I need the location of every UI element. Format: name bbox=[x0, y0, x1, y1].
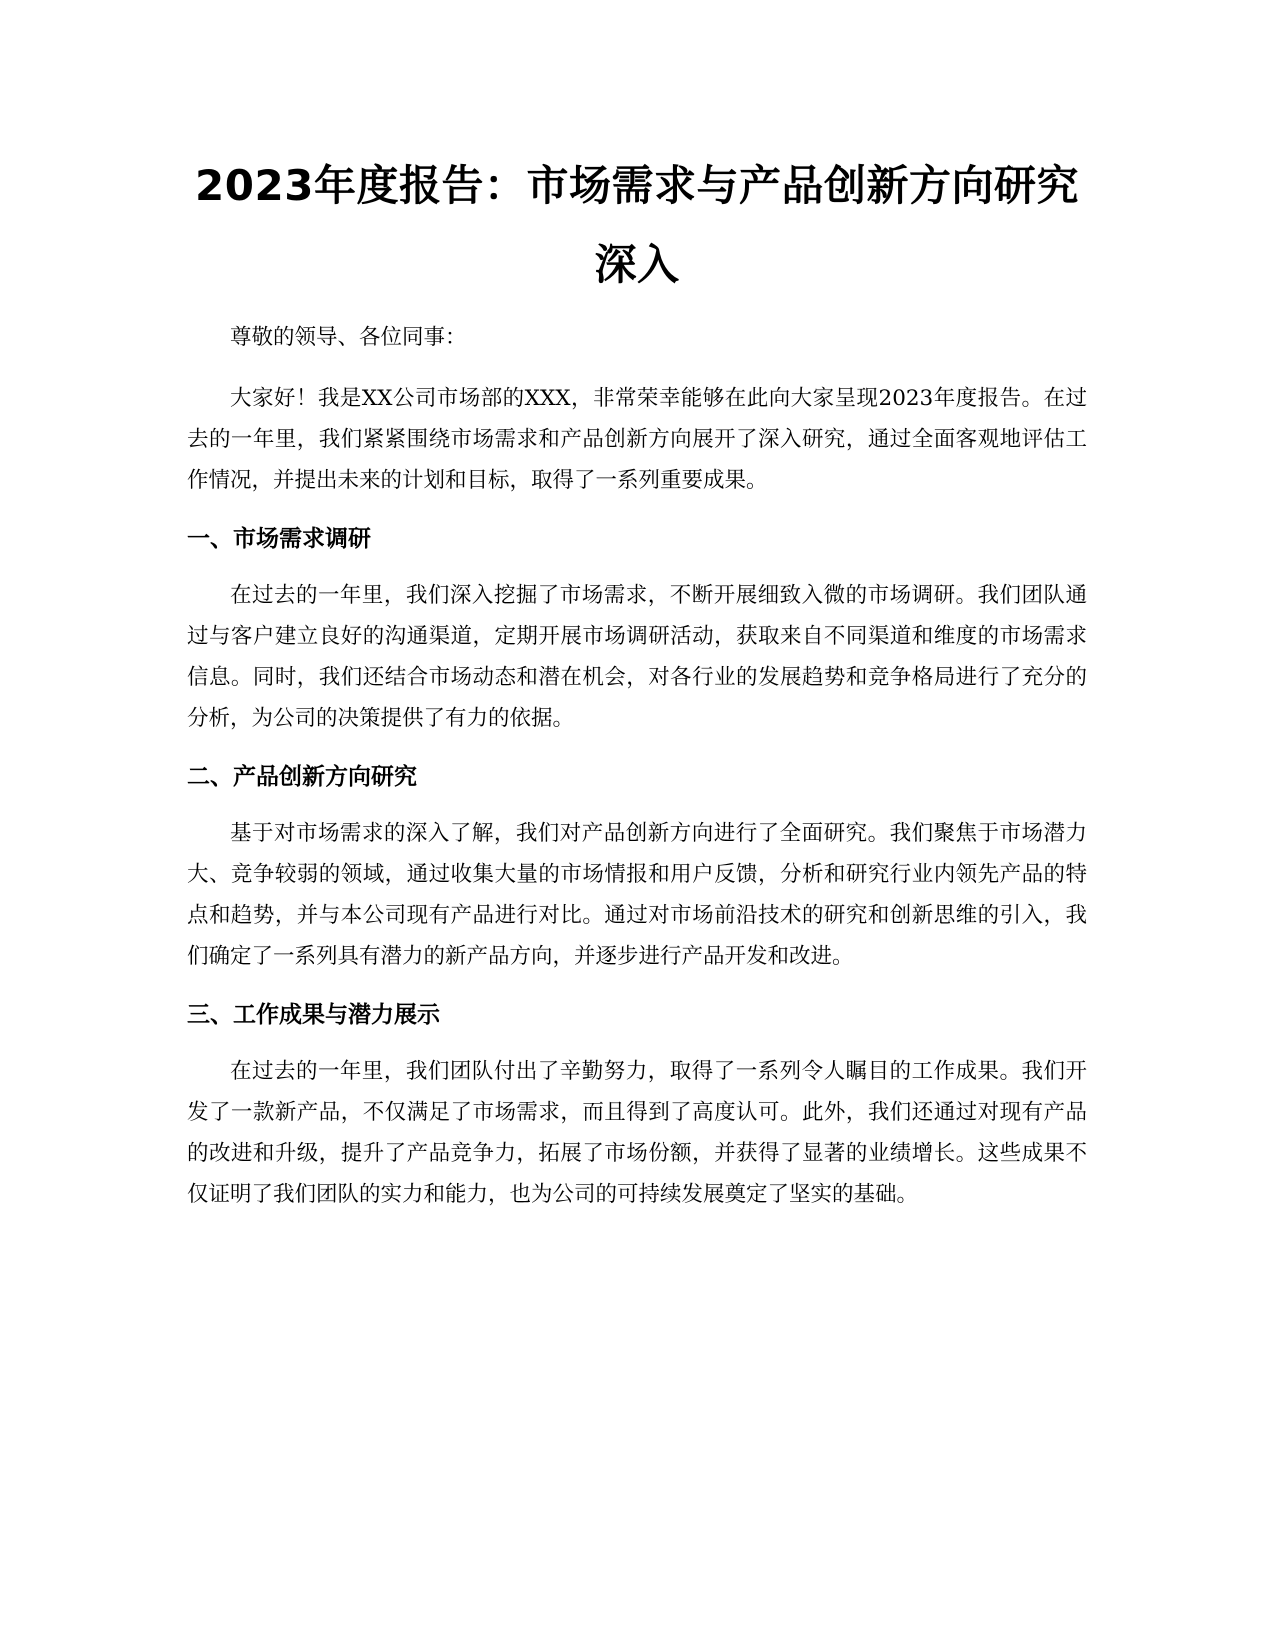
intro-paragraph: 大家好！我是XX公司市场部的XXX，非常荣幸能够在此向大家呈现2023年度报告。在过去的一年里，我们紧紧围绕市场需求和产品创新方向展开了深入研究，通过全面客观地评估工作情况，并提出未来的计划和目标，取得了一系列重要成果。 bbox=[187, 386, 1087, 493]
section-heading-achievements: 三、工作成果与潜力展示 bbox=[187, 1002, 440, 1028]
document-title: 2023年度报告：市场需求与产品创新方向研究深入 bbox=[195, 161, 1079, 289]
salutation: 尊敬的领导、各位同事： bbox=[230, 325, 467, 350]
section-body-market-research: 在过去的一年里，我们深入挖掘了市场需求，不断开展细致入微的市场调研。我们团队通过与客户建立良好的沟通渠道，定期开展市场调研活动，获取来自不同渠道和维度的市场需求信息。同时，我们还结合市场动态和潜在机会，对各行业的发展趋势和竞争格局进行了充分的分析，为公司的决策提供了有力的依据。 bbox=[187, 583, 1087, 731]
section-heading-market-research: 一、市场需求调研 bbox=[187, 526, 371, 552]
section-heading-product-innovation: 二、产品创新方向研究 bbox=[187, 764, 417, 790]
section-body-product-innovation: 基于对市场需求的深入了解，我们对产品创新方向进行了全面研究。我们聚焦于市场潜力大、竞争较弱的领域，通过收集大量的市场情报和用户反馈，分析和研究行业内领先产品的特点和趋势，并与本公司现有产品进行对比。通过对市场前沿技术的研究和创新思维的引入，我们确定了一系列具有潜力的新产品方向，并逐步进行产品开发和改进。 bbox=[187, 821, 1087, 969]
section-body-achievements: 在过去的一年里，我们团队付出了辛勤努力，取得了一系列令人瞩目的工作成果。我们开发了一款新产品，不仅满足了市场需求，而且得到了高度认可。此外，我们还通过对现有产品的改进和升级，提升了产品竞争力，拓展了市场份额，并获得了显著的业绩增长。这些成果不仅证明了我们团队的实力和能力，也为公司的可持续发展奠定了坚实的基础。 bbox=[187, 1059, 1087, 1207]
document-content bbox=[187, 146, 1087, 1233]
